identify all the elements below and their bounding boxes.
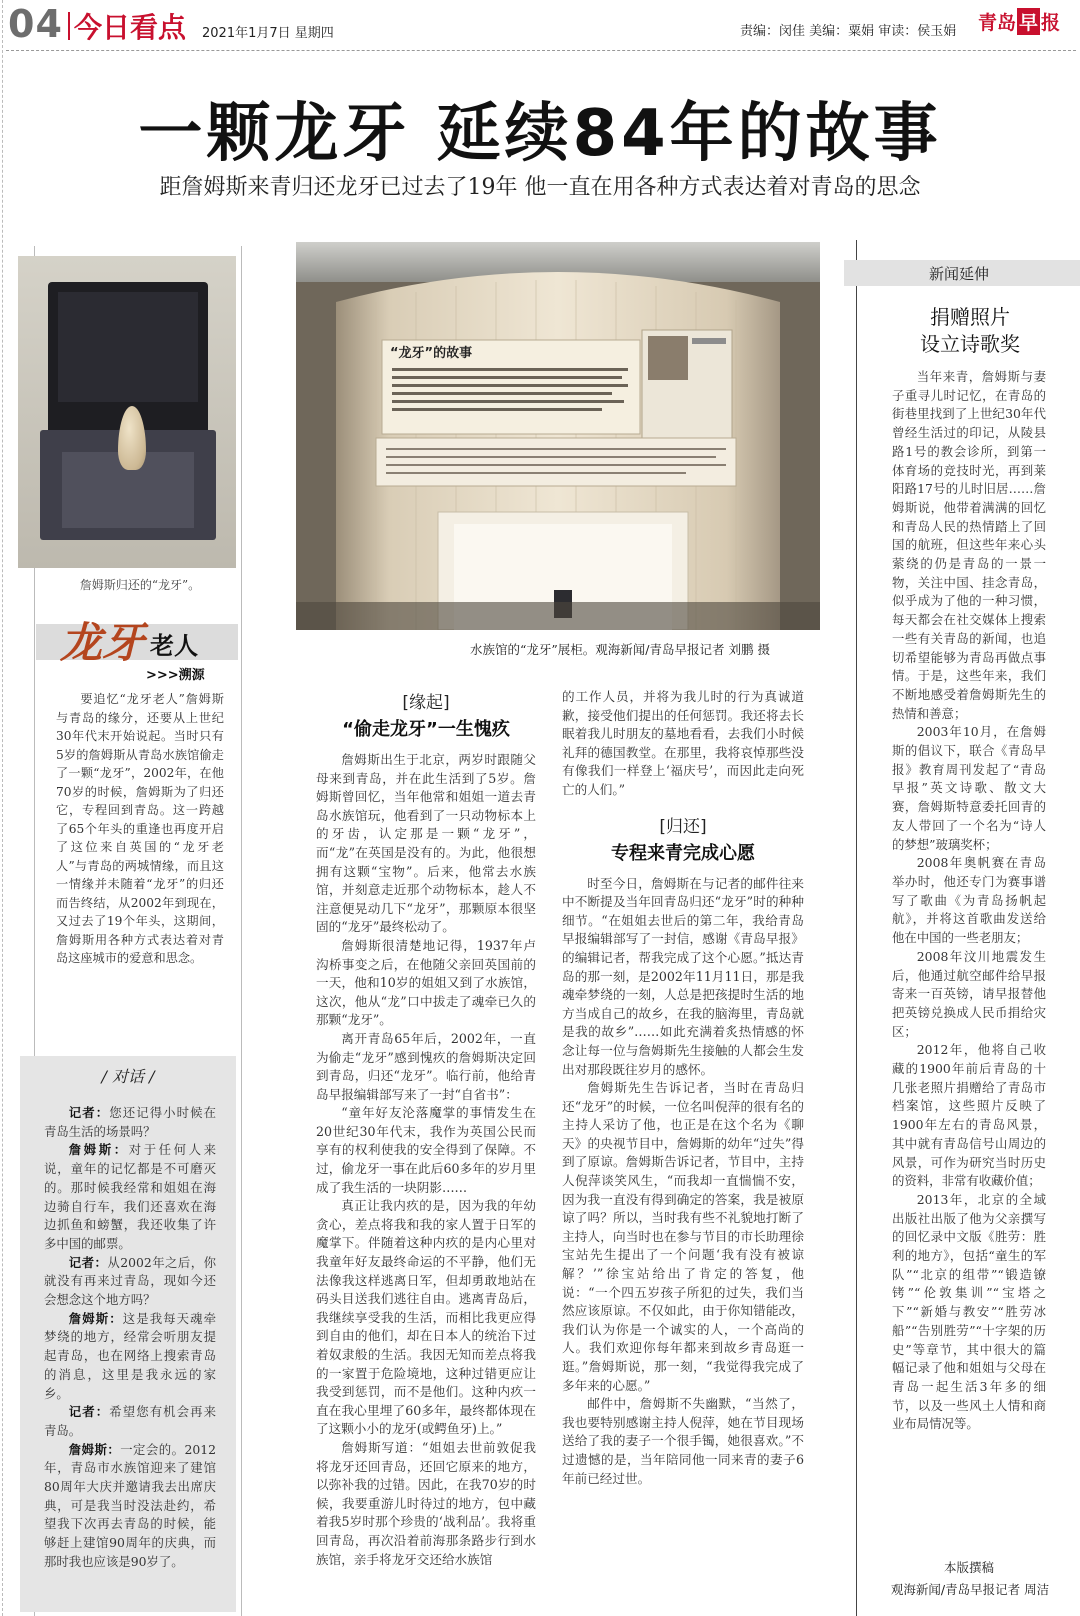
paragraph: 詹姆斯先生告诉记者，当时在青岛归还“龙牙”的时候，一位名叫倪萍的很有名的主持人采访了他，也正是在这个名为《聊天》的央视节目中，詹姆斯的幼年“过失”得到了原谅。詹姆斯告诉记者，节目中，主持人倪萍谈笑风生，“而我却一直惴惴不安，因为我一直没有得到确定的答案，我是被原谅了吗？所以，当时我有些不礼貌地打断了主持人，向当时也在参与节目的市长助理徐宝站先生提出了一个问题‘我有没有被谅解？’”徐宝站给出了肯定的答复，他说：“一个四五岁孩子所犯的过失，我们当然应该原谅。不仅如此，由于你知错能改，我们认为你是一个诚实的人，一个高尚的人。我们欢迎你每年都来到故乡青岛逛一逛。”詹姆斯说，那一刻，“我觉得我完成了多年来的心愿。” — [562, 1080, 804, 1393]
dialogue-title: / 对话 / — [101, 1067, 155, 1086]
dialogue-line — [44, 1104, 216, 1141]
story-return-body — [562, 875, 804, 1489]
sidebar-body — [892, 368, 1046, 1434]
story-origin-continuation — [562, 688, 804, 800]
paragraph: 2003年10月，在詹姆斯的倡议下，联合《青岛早报》教育周刊发起了“青岛早报”英文诗歌、散文大赛，詹姆斯特意委托回青的友人带回了一个名为“诗人的梦想”玻璃奖杯； — [892, 724, 1046, 852]
dialogue-speaker: 詹姆斯： — [68, 1142, 129, 1158]
dialogue-line — [44, 1441, 216, 1572]
story-return-heading: 专程来青完成心愿 — [611, 842, 755, 864]
header-separator — [68, 12, 70, 40]
page-number: 04 — [8, 2, 63, 46]
dialogue-text: 您还记得小时候在青岛生活的场景吗？ — [44, 1105, 217, 1139]
paragraph: “童年好友沦落魔掌的事情发生在20世纪30年代末，我作为英国公民而享有的权利使我的安全得到了保障。不过，偷龙牙一事在此后60多年的岁月里成了我生活的一块阴影…… — [316, 1105, 536, 1195]
dialogue-speaker: 詹姆斯： — [68, 1441, 121, 1457]
page-border — [2, 0, 4, 1616]
dialogue-speaker: 詹姆斯： — [68, 1310, 123, 1326]
main-photo — [296, 242, 820, 630]
dialogue-text: 希望您有机会再来青岛。 — [44, 1404, 217, 1438]
paragraph: 詹姆斯很清楚地记得，1937年卢沟桥事变之后，在他随父亲回英国前的一天，他和10岁的姐姐又到了水族馆，这次，他从“龙”口中拔走了魂牵已久的那颗“龙牙”。 — [316, 937, 536, 1028]
dialogue-body — [44, 1104, 216, 1572]
tooth-photo-caption: 詹姆斯归还的“龙牙”。 — [79, 578, 201, 592]
paragraph: 离开青岛65年后，2002年，一直为偷走“龙牙”感到愧疚的詹姆斯决定回到青岛，归还“龙牙”。临行前，他给青岛早报编辑部写来了一封“自省书”： — [316, 1030, 536, 1102]
headline: 一颗龙牙 延续84年的故事 — [138, 97, 942, 171]
paragraph: 詹姆斯写道：“姐姐去世前敦促我将龙牙还回青岛，还回它原来的地方，以弥补我的过错。因此，在我70岁的时候，我要重游儿时待过的地方，包中藏着我5岁时那个珍贵的‘战利品’。我将重回青岛，再次沿着前海那条路步行到水族馆，亲手将龙牙交还给水族馆 — [316, 1439, 536, 1567]
story-return-tag: [归还] — [659, 816, 707, 837]
paragraph: 2013年，北京的全域出版社出版了他为父亲撰写的回忆录中文版《胜劳：胜利的地方》，包括“童生的军队”“北京的组带”“锻造镣铐”“伦敦集训”“宝塔之下”“新婚与教安”“胜劳冰船”“告别胜劳”“十字架的历史”等章节，其中很大的篇幅记录了他和姐姐与父母在青岛一起生活3年多的细节，以及一些风土人情和商业布局情况等。 — [892, 1191, 1046, 1432]
paragraph: 时至今日，詹姆斯在与记者的邮件往来中不断提及当年回青岛归还“龙牙”时的种种细节。“在姐姐去世后的第二年，我给青岛早报编辑部写了一封信，感谢《青岛早报》的编辑记者，帮我完成了这个心愿。”抵达青岛的那一刻，是2002年11月11日，那是我魂牵梦绕的一刻，人总是把孩提时生活的地方当成自己的故乡，在我的脑海里，青岛就是我的故乡”……如此充满着炙热情感的怀念让每一位与詹姆斯先生接触的人都会生发出对那段既往岁月的感怀。 — [562, 875, 804, 1077]
dialogue-line — [44, 1403, 216, 1440]
exhibit-panel-title: “龙牙”的故事 — [390, 346, 473, 361]
dialogue-speaker: 记者： — [68, 1404, 110, 1420]
dialogue-speaker: 记者： — [68, 1105, 110, 1120]
paragraph: 2008年奥帆赛在青岛举办时，他还专门为赛事谱写了歌曲《为青岛扬帆起航》，并将这首歌曲发送给他在中国的一些老朋友； — [892, 855, 1046, 946]
display-box-lid-inner — [58, 292, 198, 402]
sidebar-title — [870, 304, 1070, 358]
logo-text-box: 早 — [1017, 8, 1040, 35]
paragraph: 当年来青，詹姆斯与妻子重寻儿时记忆，在青岛的街巷里找到了上世纪30年代曾经生活过的印记，从陵县路1号的教会诊所，到第一体育场的竞技时光，再到莱阳路17号的儿时旧居……詹姆斯说，他带着满满的回忆和青岛人民的热情踏上了回国的航班，但这些年来心头萦绕的仍是青岛的一景一物，关注中国、挂念青岛，似乎成为了他的一种习惯，每天都会在社交媒体上搜索一些有关青岛的新闻，也追切希望能够为青岛再做点事情。于是，这些年来，我们不断地感受着詹姆斯先生的热情和善意； — [892, 369, 1046, 721]
story-origin — [316, 688, 536, 1569]
logo-text-left: 青岛 — [978, 12, 1017, 34]
subheadline: 距詹姆斯来青归还龙牙已过去了19年 他一直在用各种方式表达着对青岛的思念 — [159, 175, 921, 200]
dialogue-line — [44, 1310, 216, 1404]
paragraph: 2012年，他将自己收藏的1900年前后青岛的十几张老照片捐赠给了青岛市档案馆，这些照片反映了1900年左右的青岛风景，其中就有青岛信号山周边的风景，可作为研究当时历史的资料，非常有收藏价值； — [892, 1042, 1046, 1189]
section-title: 今日看点 — [74, 11, 187, 44]
exhibit-illustration — [296, 242, 820, 630]
main-photo-caption: 水族馆的“龙牙”展柜。观海新闻/青岛早报记者 刘鹏 摄 — [470, 642, 770, 657]
writer-credit-label: 本版撰稿 — [943, 1560, 994, 1575]
column-body: 要追忆“龙牙老人”詹姆斯与青岛的缘分，还要从上世纪30年代末开始说起。当时只有5岁的詹姆斯从青岛水族馆偷走了一颗“龙牙”，2002年，在他70岁的时候，詹姆斯为了归还它，专程回到青岛。这一跨越了65个年头的重逢也再度开启了这位来自英国的“龙牙老人”与青岛的两城情缘，而且这一情缘并未随着“龙牙”的归还而告终结，从2002年到现在，又过去了19个年头，这期间，詹姆斯用各种方式表达着对青岛这座城市的爱意和思念。 — [56, 692, 224, 965]
editor-credits: 责编：闵佳 美编：粟娟 审读：侯玉娟 — [740, 24, 957, 39]
publication-date: 2021年1月7日 星期四 — [202, 26, 334, 41]
column-title-calligraphy: 龙牙 — [60, 618, 145, 667]
sidebar-label: 新闻延伸 — [928, 265, 989, 283]
column-title: 老人 — [150, 632, 198, 660]
paragraph: 真正让我内疚的是，因为我的年幼贪心，差点将我和我的家人置于日军的魔掌下。伴随着这种内疚的是内心里对我童年好友最终命运的不平静，他们无法像我这样逃离日军，但却勇敢地站在码头目送我们逃往自由。逃离青岛后，我继续享受我的生活，而相比我更应得到自由的他们，却在日本人的统治下过着奴隶般的生活。我因无知而差点将我的一家置于危险境地，这种过错更应让我受到惩罚，而不是他们。这种内疚一直在我心里埋了60多年，最终都体现在了这颗小小的龙牙(或鳄鱼牙)上。” — [316, 1198, 536, 1437]
dialogue-line — [44, 1254, 216, 1310]
dialogue-text: 这是我每天魂牵梦绕的地方，经常会听朋友提起青岛，也在网络上搜索青岛的消息，这里是我永远的家乡。 — [44, 1310, 217, 1401]
column-byline: >>>溯源 — [146, 668, 205, 683]
sidebar-title-line: 捐赠照片 — [930, 305, 1010, 329]
writer-credit: 观海新闻/青岛早报记者 周洁 — [890, 1582, 1050, 1597]
dialogue-line — [44, 1141, 216, 1253]
sidebar-divider — [856, 240, 857, 1616]
paragraph: 邮件中，詹姆斯不失幽默，“当然了，我也要特别感谢主持人倪萍，她在节目现场送给了我的妻子一个很手镯，她很喜欢。”不过遗憾的是，当年陪同他一同来青的妻子6年前已经过世。 — [562, 1396, 804, 1486]
dialogue-text: 对于任何人来说，童年的记忆都是不可磨灭的。那时候我经常和姐姐在海边骑自行车，我们还喜欢在海边抓鱼和螃蟹，我还收集了许多中国的邮票。 — [44, 1142, 217, 1251]
story-origin-body — [316, 751, 536, 1569]
header-divider — [6, 50, 1076, 51]
story-origin-tag: [缘起] — [402, 693, 450, 713]
logo-text-right: 报 — [1041, 12, 1061, 34]
story-origin-heading: “偷走龙牙”一生愧疚 — [342, 719, 510, 740]
paragraph: 詹姆斯出生于北京，两岁时跟随父母来到青岛，并在此生活到了5岁。詹姆斯曾回忆，当年他常和姐姐一道去青岛水族馆玩，他看到了一只动物标本上的牙齿，认定那是一颗“龙牙”，而“龙”在英国是没有的。为此，他很想拥有这颗“宝物”。后来，他常去水族馆，并刻意走近那个动物标本，趁人不注意便晃动几下“龙牙”，那颗原本很坚固的“龙牙”最终松动了。 — [316, 752, 536, 935]
newspaper-logo — [978, 8, 1060, 35]
dialogue-speaker: 记者： — [68, 1254, 108, 1270]
story-return — [562, 688, 804, 1488]
dialogue-text: 从2002年之后，你就没有再来过青岛，现如今还会想念这个地方吗？ — [44, 1254, 216, 1308]
dialogue-text: 一定会的。2012年，青岛市水族馆迎来了建馆80周年大庆并邀请我去出席庆典，可是我当时没法赴约，希望我下次再去青岛的时候，能够赶上建馆90周年的庆典，而那时我也应该是90岁了。 — [44, 1441, 216, 1569]
paragraph: 的工作人员，并将为我儿时的行为真诚道歉，接受他们提出的任何惩罚。我还将去长眠着我儿时朋友的墓地看看，去我们小时候礼拜的德国教堂。在那里，我将哀悼那些没有像我们一样登上‘福庆号’，而因此走向死亡的人们。” — [562, 689, 804, 797]
paragraph: 2008年汶川地震发生后，他通过航空邮件给早报寄来一百英镑，请早报替他把英镑兑换成人民币捐给灾区； — [892, 948, 1046, 1039]
sidebar-title-line: 设立诗歌奖 — [920, 332, 1020, 356]
